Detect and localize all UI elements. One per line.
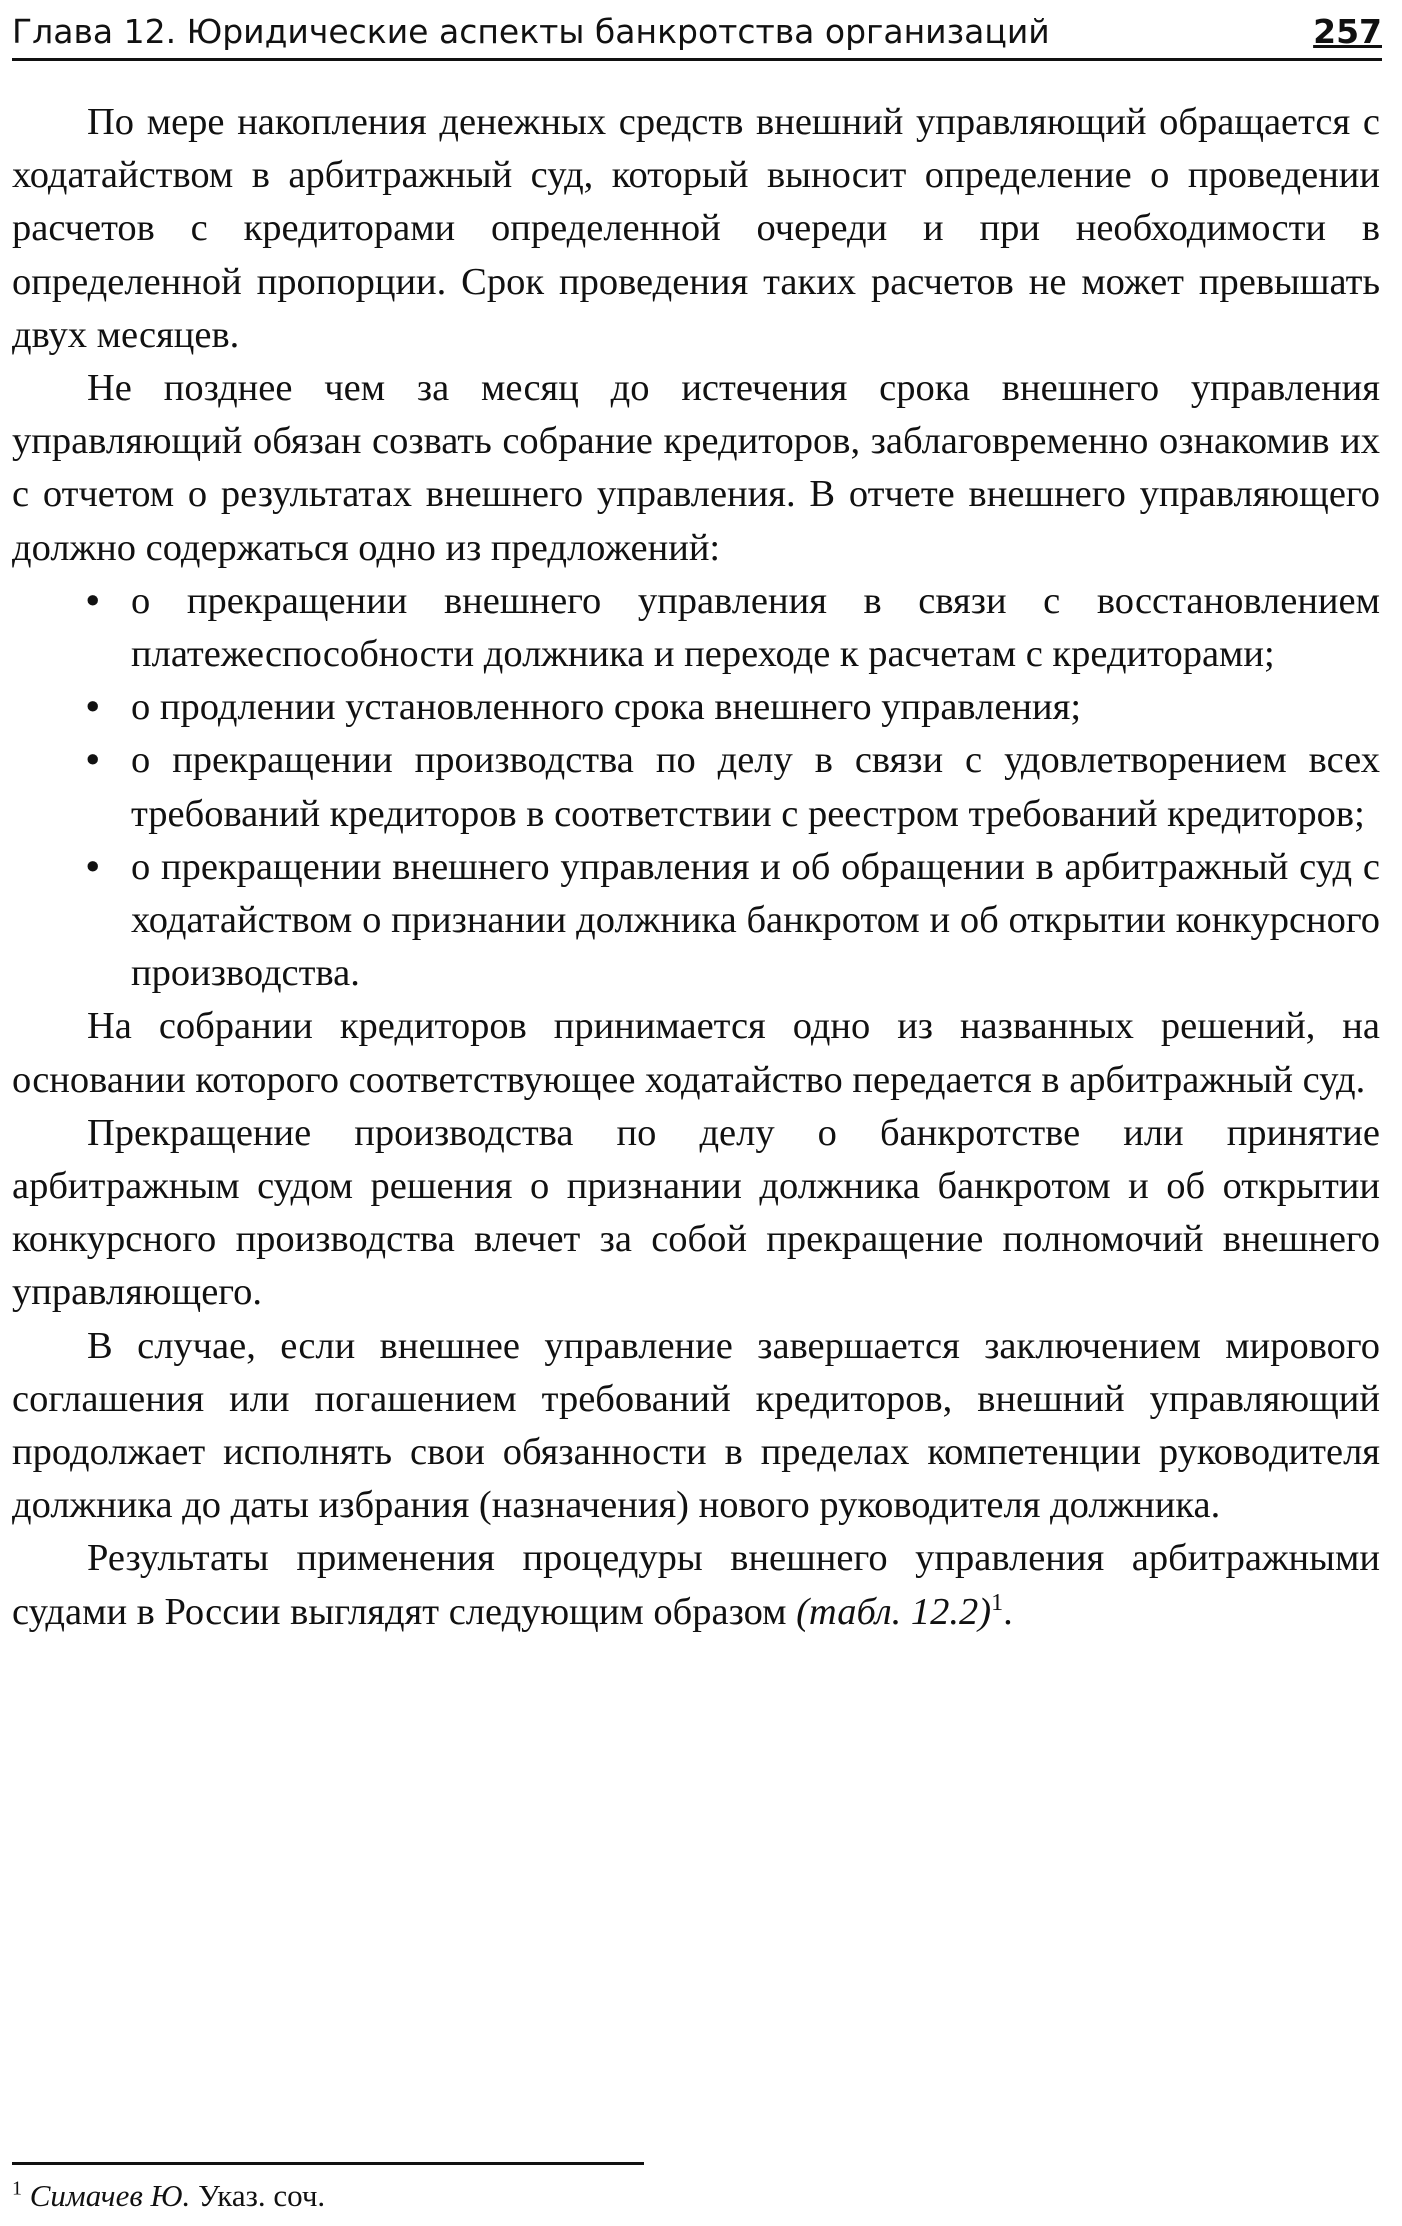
footnote-author: Симачев Ю. (29, 2178, 191, 2213)
table-reference: (табл. 12.2) (796, 1590, 992, 1633)
body-text (12, 96, 1380, 1639)
list-item (86, 841, 1380, 1001)
paragraph: По мере накопления денежных средств внешний управляющий обращается с ходатайством в арбитражный суд, который выносит определение о проведении расчетов с кредиторами определенной очереди и при необходимости в определенной пропорции. Срок проведения таких расчетов не может превышать двух месяцев. (12, 101, 1380, 356)
list-item (86, 575, 1380, 681)
proposals-list (12, 575, 1380, 1001)
paragraph: В случае, если внешнее управление завершается заключением мирового соглашения или погашением требований кредиторов, внешний управляющий продолжает исполнять свои обязанности в пределах компетенции руководителя должника до даты избрания (назначения) нового руководителя должника. (12, 1324, 1380, 1527)
list-item (86, 681, 1380, 734)
list-item-text: о прекращении внешнего управления и об обращении в арбитражный суд с ходатайством о признании должника банкротом и об открытии конкурсного производства. (131, 845, 1380, 995)
page-number: 257 (1313, 12, 1382, 51)
final-paragraph-text: Результаты применения процедуры внешнего управления арбитражными судами в России выглядят следующим образом (12, 1537, 1380, 1633)
list-item-text: о прекращении производства по делу в связи с удовлетворением всех требований кредиторов в соответствии с реестром требований кредиторов; (131, 739, 1380, 835)
list-item-text: о прекращении внешнего управления в связи с восстановлением платежеспособности должника и переходе к расчетам с кредиторами; (131, 579, 1380, 676)
final-paragraph (12, 1532, 1380, 1638)
bullet-icon: • (86, 686, 100, 729)
footnote-divider (12, 2162, 644, 2165)
running-head (12, 6, 1382, 61)
bullet-icon: • (86, 739, 100, 782)
list-item (86, 734, 1380, 840)
bullet-icon: • (86, 845, 100, 888)
footnote-number: 1 (12, 2177, 22, 2200)
paragraph: Прекращение производства по делу о банкротстве или принятие арбитражным судом решения о признании должника банкротом и об открытии конкурсного производства влечет за собой прекращение полномочий внешнего управляющего. (12, 1111, 1380, 1314)
paragraph: Не позднее чем за месяц до истечения срока внешнего управления управляющий обязан созвать собрание кредиторов, заблаговременно ознакомив их с отчетом о результатах внешнего управления. В отчете внешнего управляющего должно содержаться одно из предложений: (12, 367, 1380, 569)
footnote (12, 2176, 325, 2216)
final-period: . (1003, 1590, 1013, 1633)
footnote-marker: 1 (991, 1589, 1004, 1616)
paragraph: На собрании кредиторов принимается одно из названных решений, на основании которого соответствующее ходатайство передается в арбитражный суд. (12, 1005, 1380, 1101)
bullet-icon: • (86, 579, 100, 622)
list-item-text: о продлении установленного срока внешнего управления; (131, 686, 1082, 729)
chapter-title: Глава 12. Юридические аспекты банкротства организаций (12, 12, 1050, 51)
footnote-source: Указ. соч. (198, 2178, 326, 2213)
